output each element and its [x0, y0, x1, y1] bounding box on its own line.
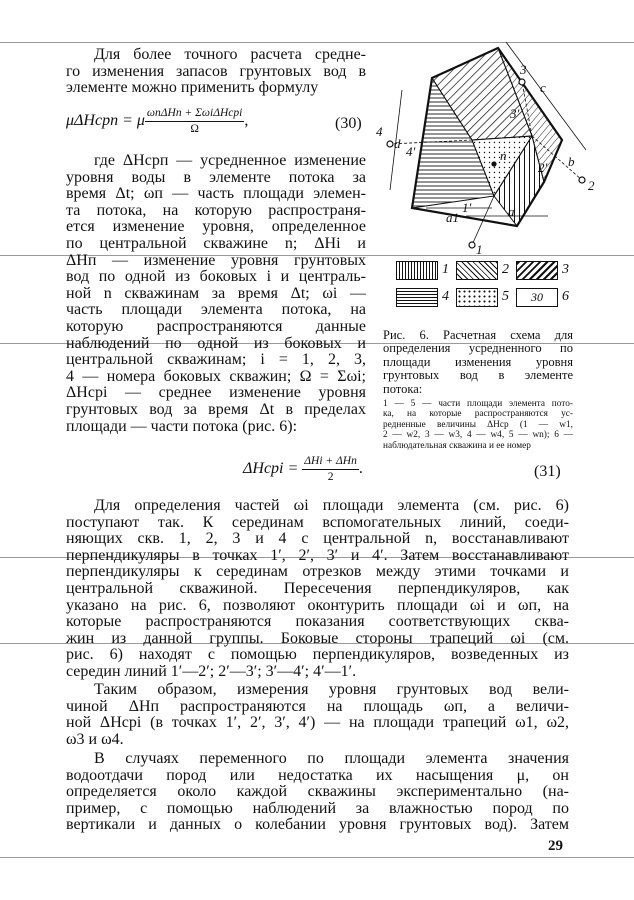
figure-label: 2′ [538, 160, 548, 175]
text-line: время Δt; ωп — часть площади элемен- [66, 185, 366, 203]
text-line: няющих скв. 1, 2, 3 и 4 с центральной n, восстанавливают [66, 530, 569, 548]
legend-swatch [516, 261, 558, 280]
eq30-lhs: μΔHсрп = μ [66, 112, 145, 130]
figure-label: b [568, 154, 575, 169]
caption-line: редненные величины ΔHср (1 — w1, [383, 419, 573, 430]
well-2 [579, 177, 585, 183]
equation-31-number: (31) [534, 463, 561, 480]
text-line: Для более точного расчета средне- [94, 46, 366, 63]
eq31-numerator: ΔHi + ΔHп [302, 455, 359, 470]
equation-30-number: (30) [335, 115, 362, 132]
caption-line: определения усредненного по [383, 341, 573, 356]
legend-label: 1 [442, 262, 449, 277]
text-line: В случаях переменного по площади элемента значения [94, 750, 569, 767]
legend-label: 6 [562, 289, 569, 304]
text-line: наблюдений по одной из боковых и [66, 334, 366, 352]
text-line: поступают так. К серединам вспомогательных линий, соеди- [66, 513, 569, 531]
definition-paragraph [66, 153, 366, 435]
page-number: 29 [548, 838, 563, 854]
caption-line: наблюдательная скважина и ее номер [383, 440, 531, 451]
text-line: ется изменение уровня, определенное [66, 218, 366, 236]
equation-31 [243, 455, 363, 484]
text-line: ной ΔHcpi (в точках 1′, 2′, 3′, 4′) — на площади трапеций ω1, ω2, [66, 714, 569, 732]
well-4 [387, 141, 393, 147]
text-line: 4 — номера боковых скважин; Ω = Σωi; [66, 367, 366, 385]
text-line: перпендикуляры в точках 1′, 2′, 3′ и 4′. Затем восстанавливают [66, 546, 569, 564]
eq31-fraction [302, 455, 359, 484]
legend-well-symbol: 30 [516, 288, 558, 307]
eq30-numerator: ωпΔHп + ΣωiΔHcpi [145, 107, 244, 122]
text-line: перпендикуляры к серединам отрезков между этими точками и [66, 563, 569, 581]
well-3 [519, 79, 525, 85]
text-line: где ΔHсрп — усредненное изменение [94, 152, 366, 169]
legend-swatch [456, 288, 498, 307]
caption-line: площади изменения уровня [383, 354, 573, 369]
figure-label: 3′ [510, 106, 520, 121]
eq31-tail: . [358, 460, 363, 478]
text-line: часть площади элемента потока, на [66, 301, 366, 319]
text-line: чиной ΔHп распространяются на площадь ωп, а величи- [66, 697, 569, 715]
equation-30 [66, 107, 248, 136]
legend-swatch [456, 261, 498, 280]
paragraph-2 [66, 498, 569, 681]
text-line: по центральной скважине n; ΔHi и [66, 234, 366, 252]
caption-line: ка, на которые распространяются ус- [383, 409, 573, 420]
legend-swatch [396, 288, 438, 307]
text-line: центральной скважинам; i = 1, 2, 3, [66, 351, 366, 369]
eq30-denominator: Ω [190, 123, 199, 135]
eq30-fraction [145, 107, 244, 136]
text-line: центральной скважиной. Пересечения перпендикуляров, как [66, 579, 569, 597]
text-line: водоотдачи пород или недостатка их насыщения μ, он [66, 766, 569, 784]
text-line: уровня воды в элементе потока за [66, 168, 366, 186]
figure-label: 3 [520, 62, 527, 77]
text-line: рис. 6) находят с помощью перпендикуляров, возведенных из [66, 646, 569, 664]
caption-line: Рис. 6. Расчетная схема для [383, 328, 573, 342]
caption-line: потока: [383, 381, 423, 396]
text-line: вод по одной из боковых i и централь- [66, 268, 366, 286]
text-line: площади — части потока (рис. 6): [66, 417, 298, 435]
caption-line: грунтовых вод в элементе [383, 368, 573, 383]
caption-line: 1 — 5 — части площади элемента пото- [383, 399, 573, 409]
text-line: середин линий 1′—2′; 2′—3′; 3′—4′; 4′—1′. [66, 662, 357, 680]
text-line: которую распространяются данные [66, 317, 366, 335]
figure-caption [383, 329, 573, 396]
figure-label: d [394, 136, 401, 151]
legend-label: 3 [562, 262, 569, 277]
text-line: та потока, на которую распространя- [66, 201, 366, 219]
text-line: ΔHп — изменение уровня грунтовых [66, 251, 366, 269]
text-line: указано на рис. 6, позволяют оконтурить площади ωi и ωп, на [66, 596, 569, 614]
figure-label: 4 [376, 124, 383, 139]
figure-caption-legend [383, 399, 573, 451]
text-line: которые распространяются показания соответствующих сква- [66, 613, 569, 631]
figure-label: 4′ [406, 144, 416, 159]
legend-swatch [396, 261, 438, 280]
eq31-denominator: 2 [327, 471, 334, 483]
text-line: ω3 и ω4. [66, 730, 124, 748]
text-line: жин из данной группы. Боковые стороны трапеций ωi (см. [66, 629, 569, 647]
well-1 [469, 242, 475, 248]
text-line: го изменения запасов грунтовых вод в [66, 62, 366, 80]
text-line: Для определения частей ωi площади элемента (см. рис. 6) [94, 497, 569, 514]
text-line: грунтовых вод за время Δt в пределах [66, 400, 366, 418]
paragraph-3 [66, 682, 569, 748]
legend-label: 4 [442, 289, 449, 304]
well-n [491, 161, 496, 166]
figure-label: c [540, 80, 546, 95]
scan-rule [0, 857, 634, 858]
intro-paragraph [66, 47, 366, 97]
figure-label: 1 [476, 242, 483, 257]
eq30-tail: , [244, 112, 249, 130]
text-line: ной n скважинам за время Δt; ωi — [66, 284, 366, 302]
figure-label: n [500, 148, 507, 163]
eq31-lhs: ΔHcpi = [243, 460, 299, 478]
text-line: Таким образом, измерения уровня грунтовых вод вели- [94, 681, 569, 698]
text-line: вертикали и данных о колебании уровня грунтовых вод). Затем [66, 816, 569, 834]
text-line: элементе можно применить формулу [66, 79, 319, 97]
paragraph-4 [66, 751, 569, 834]
legend-label: 5 [502, 289, 509, 304]
figure-label: 1′ [462, 200, 472, 215]
figure-6-diagram [372, 40, 604, 258]
text-line: определяется около каждой скважины экспериментально (на- [66, 783, 569, 801]
legend-label: 2 [502, 262, 509, 277]
caption-line: 2 — w2, 3 — w3, 4 — w4, 5 — wn); 6 — [383, 430, 573, 441]
figure-label: 2 [588, 178, 595, 193]
figure-label: a1 [446, 210, 459, 225]
text-line: пример, с помощью наблюдений за влажностью пород по [66, 799, 569, 817]
text-line: ΔHcpi — среднее изменение уровня [66, 384, 366, 402]
figure-label: a [508, 204, 515, 219]
